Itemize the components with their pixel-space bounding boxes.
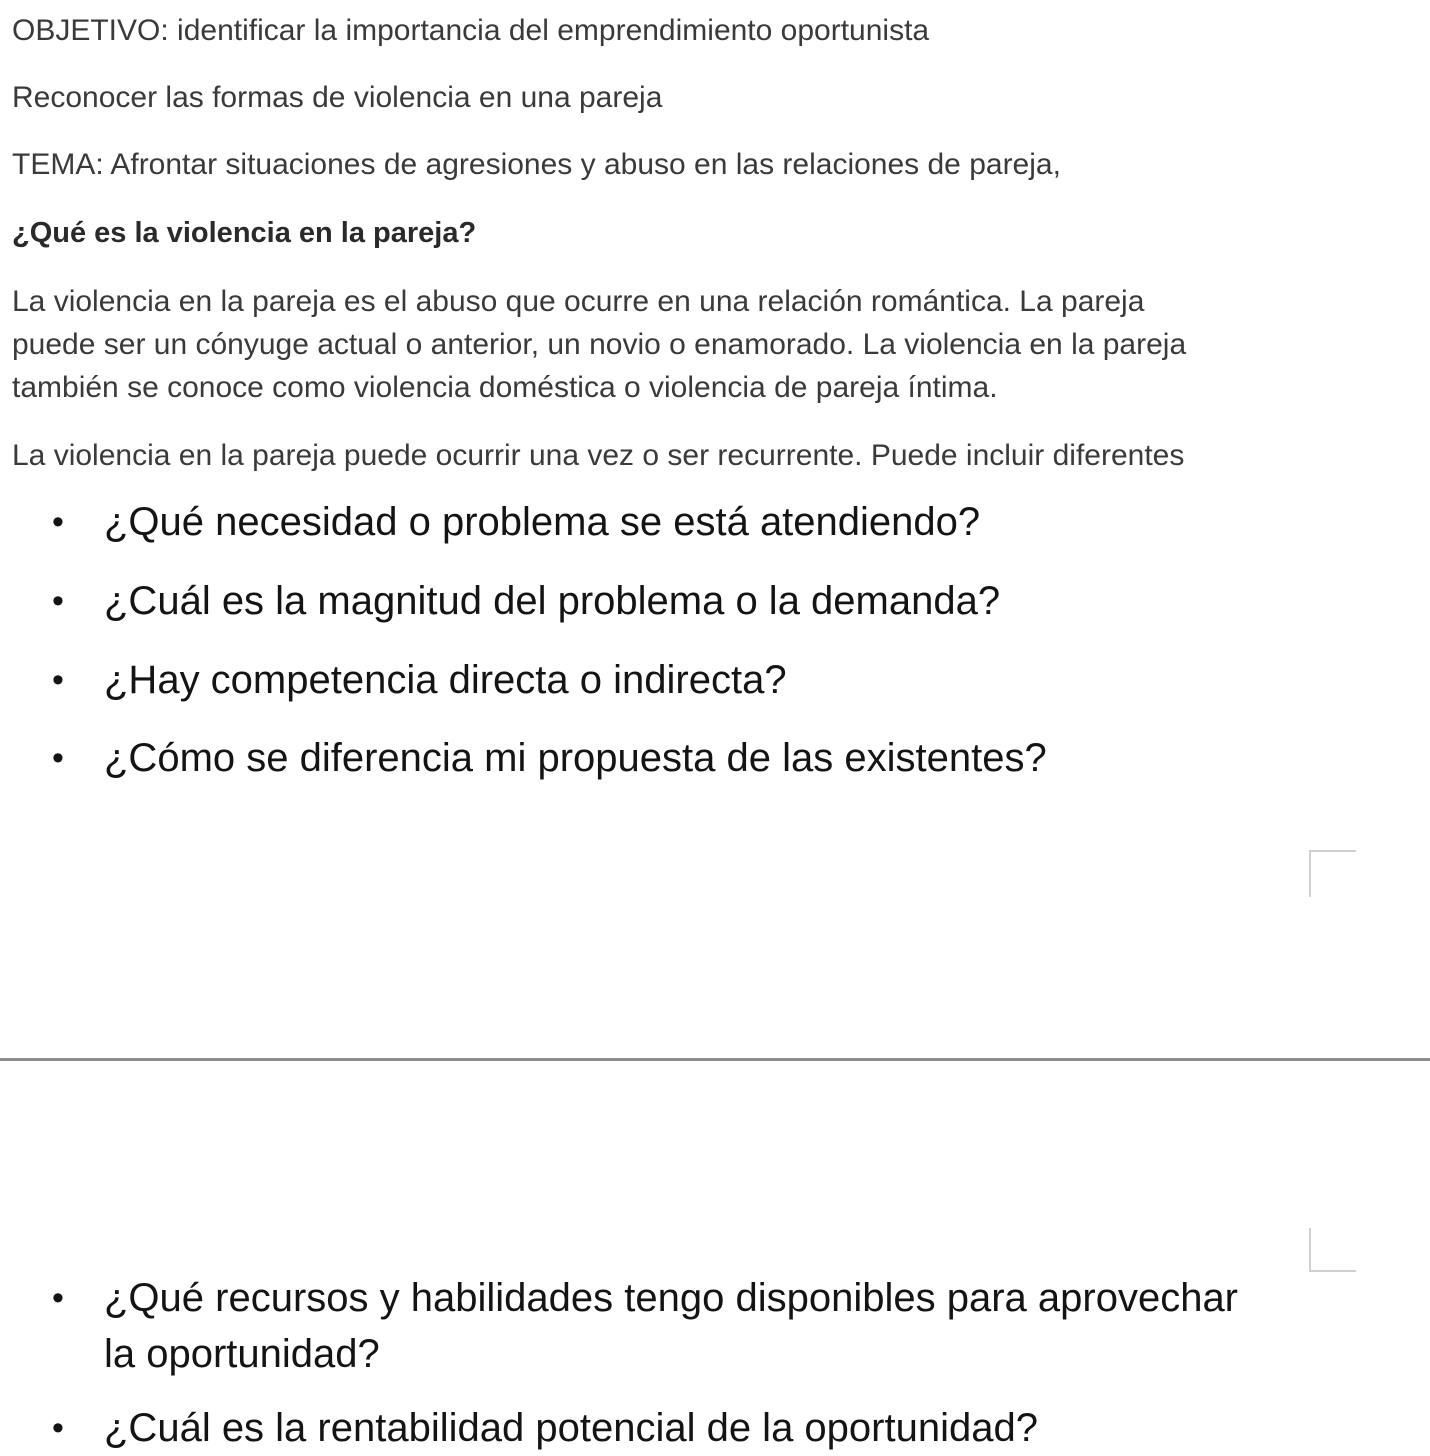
recurrence-paragraph: La violencia en la pareja puede ocurrir una vez o ser recurrente. Puede incluir diferentes [12,439,1185,472]
bullet-icon: • [52,582,64,620]
bullet-icon: • [52,1409,64,1447]
definition-line-3: también se conoce como violencia doméstica o violencia de pareja íntima. [12,371,998,404]
topic-line: TEMA: Afrontar situaciones de agresiones y abuso en las relaciones de pareja, [12,148,1061,181]
definition-line-2: puede ser un cónyuge actual o anterior, un novio o enamorado. La violencia en la pareja [12,328,1187,361]
list-item-text: ¿Hay competencia directa o indirecta? [104,658,787,702]
list-item-text: la oportunidad? [104,1332,380,1376]
definition-line-1: La violencia en la pareja es el abuso que ocurre en una relación romántica. La pareja [12,285,1145,318]
objective-line: OBJETIVO: identificar la importancia del emprendimiento oportunista [12,14,930,47]
list-item-text: ¿Qué recursos y habilidades tengo disponibles para aprovechar [104,1276,1239,1320]
crop-corner-top-icon [1309,850,1356,897]
section-heading: ¿Qué es la violencia en la pareja? [12,217,477,249]
bullet-icon: • [52,739,64,777]
bullet-icon: • [52,503,64,541]
recognize-line: Reconocer las formas de violencia en una pareja [12,81,663,114]
list-item-text: ¿Cuál es la magnitud del problema o la demanda? [104,579,1001,623]
bullet-icon: • [52,661,64,699]
definition-paragraph [12,280,1186,409]
list-item-text: ¿Cómo se diferencia mi propuesta de las existentes? [104,736,1047,780]
bullet-icon: • [52,1279,64,1317]
list-item-text: ¿Cuál es la rentabilidad potencial de la oportunidad? [104,1406,1038,1450]
list-item-text: ¿Qué necesidad o problema se está atendiendo? [104,500,981,544]
crop-corner-bottom-icon [1309,1228,1356,1272]
page-divider [0,1058,1430,1061]
